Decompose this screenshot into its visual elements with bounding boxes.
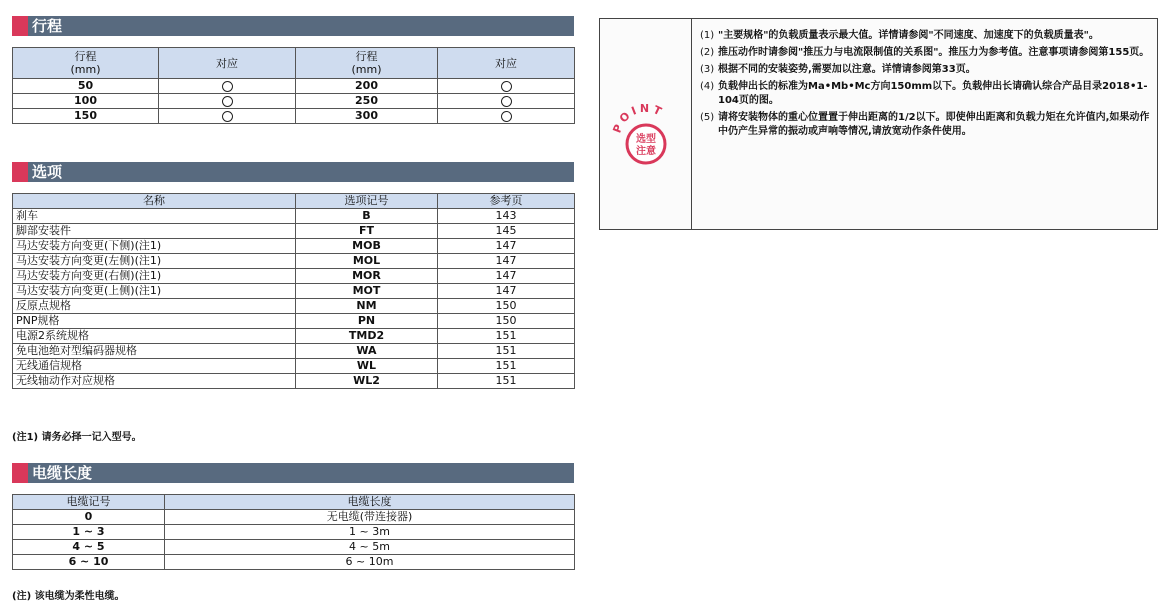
page-header: 参考页 xyxy=(438,194,575,209)
option-code: WL xyxy=(296,359,438,374)
table-row xyxy=(13,239,575,254)
stroke-section-header xyxy=(12,16,574,36)
list-item xyxy=(700,46,1150,60)
stroke-value: 250 xyxy=(296,94,438,109)
cable-code: 4 ~ 5 xyxy=(13,540,165,555)
point-notes-box xyxy=(599,18,1158,230)
option-page: 143 xyxy=(438,209,575,224)
option-code: WA xyxy=(296,344,438,359)
stroke-value: 50 xyxy=(13,79,159,94)
cable-code-header: 电缆记号 xyxy=(13,495,165,510)
cable-length: 6 ~ 10m xyxy=(165,555,575,570)
option-name: 马达安装方向变更(右侧)(注1) xyxy=(13,269,296,284)
list-item xyxy=(700,80,1150,108)
table-row xyxy=(13,555,575,570)
note-number: (1) xyxy=(700,30,715,41)
list-item xyxy=(700,29,1150,43)
option-page: 147 xyxy=(438,254,575,269)
note-number: (4) xyxy=(700,81,715,92)
option-page: 151 xyxy=(438,344,575,359)
option-name: 刹车 xyxy=(13,209,296,224)
option-page: 147 xyxy=(438,269,575,284)
stroke-header: 行程 (mm) xyxy=(296,48,438,79)
stroke-section-title: 行程 xyxy=(32,17,63,35)
option-name: 马达安装方向变更(上侧)(注1) xyxy=(13,284,296,299)
stroke-value: 150 xyxy=(13,109,159,124)
list-item xyxy=(700,111,1150,139)
table-row xyxy=(13,254,575,269)
cable-section-header xyxy=(12,463,574,483)
option-page: 150 xyxy=(438,299,575,314)
support-header: 对应 xyxy=(159,48,296,79)
option-name: 脚部安装件 xyxy=(13,224,296,239)
name-header: 名称 xyxy=(13,194,296,209)
note-text: 根据不同的安装姿势,需要加以注意。详情请参阅第33页。 xyxy=(718,64,976,75)
note-number: (2) xyxy=(700,47,715,58)
stroke-value: 300 xyxy=(296,109,438,124)
table-row xyxy=(13,79,575,94)
option-page: 147 xyxy=(438,239,575,254)
note-number: (5) xyxy=(700,112,715,123)
stroke-header: 行程 (mm) xyxy=(13,48,159,79)
badge-text-2: 注意 xyxy=(636,146,656,157)
option-name: 马达安装方向变更(下侧)(注1) xyxy=(13,239,296,254)
table-row xyxy=(13,510,575,525)
option-code: WL2 xyxy=(296,374,438,389)
table-row xyxy=(13,299,575,314)
option-name: 免电池绝对型编码器规格 xyxy=(13,344,296,359)
options-section-title: 选项 xyxy=(32,163,63,181)
stroke-value: 100 xyxy=(13,94,159,109)
section-marker xyxy=(12,16,28,36)
cable-length: 4 ~ 5m xyxy=(165,540,575,555)
cable-note: (注) 该电缆为柔性电缆。 xyxy=(12,591,125,602)
table-row xyxy=(13,540,575,555)
table-row xyxy=(13,344,575,359)
cable-code: 1 ~ 3 xyxy=(13,525,165,540)
option-page: 151 xyxy=(438,359,575,374)
note-text: 请将安装物体的重心位置置于伸出距离的1/2以下。即使伸出距离和负载力矩在允许值内,如果动作中仍产生异常的振动或声响等情况,请放宽动作条件使用。 xyxy=(718,112,1150,137)
option-name: 马达安装方向变更(左侧)(注1) xyxy=(13,254,296,269)
option-code: MOL xyxy=(296,254,438,269)
circle-icon xyxy=(501,96,512,107)
option-code: PN xyxy=(296,314,438,329)
table-row xyxy=(13,94,575,109)
stroke-table xyxy=(12,47,575,124)
options-section-header xyxy=(12,162,574,182)
cable-code: 0 xyxy=(13,510,165,525)
section-marker xyxy=(12,162,28,182)
table-row xyxy=(13,284,575,299)
option-name: 电源2系统规格 xyxy=(13,329,296,344)
option-code: FT xyxy=(296,224,438,239)
cable-section-title: 电缆长度 xyxy=(32,464,93,482)
note-number: (3) xyxy=(700,64,715,75)
table-row xyxy=(13,109,575,124)
point-badge-icon xyxy=(610,98,682,168)
option-code: MOB xyxy=(296,239,438,254)
table-row xyxy=(13,329,575,344)
cable-length-header: 电缆长度 xyxy=(165,495,575,510)
circle-icon xyxy=(501,111,512,122)
cable-code: 6 ~ 10 xyxy=(13,555,165,570)
table-row xyxy=(13,314,575,329)
cable-length: 1 ~ 3m xyxy=(165,525,575,540)
table-row xyxy=(13,374,575,389)
option-page: 151 xyxy=(438,374,575,389)
circle-icon xyxy=(222,81,233,92)
options-note: (注1) 请务必择一记入型号。 xyxy=(12,432,142,443)
list-item xyxy=(700,63,1150,77)
note-text: 推压动作时请参阅"推压力与电流限制值的关系图"。推压力为参考值。注意事项请参阅第155页。 xyxy=(718,47,1150,58)
option-name: 无线通信规格 xyxy=(13,359,296,374)
section-marker xyxy=(12,463,28,483)
circle-icon xyxy=(222,96,233,107)
code-header: 选项记号 xyxy=(296,194,438,209)
note-text: 负载伸出长的标准为Ma•Mb•Mc方向150mm以下。负载伸出长请确认综合产品目录2018•1-104页的图。 xyxy=(718,81,1148,106)
option-page: 151 xyxy=(438,329,575,344)
option-code: NM xyxy=(296,299,438,314)
badge-text-1: 选型 xyxy=(636,134,656,145)
cable-length: 无电缆(带连接器) xyxy=(165,510,575,525)
option-name: 反原点规格 xyxy=(13,299,296,314)
stroke-value: 200 xyxy=(296,79,438,94)
note-text: "主要规格"的负载质量表示最大值。详情请参阅"不同速度、加速度下的负载质量表"。 xyxy=(718,30,1099,41)
option-name: 无线轴动作对应规格 xyxy=(13,374,296,389)
circle-icon xyxy=(222,111,233,122)
option-name: PNP规格 xyxy=(13,314,296,329)
option-code: MOT xyxy=(296,284,438,299)
table-row xyxy=(13,525,575,540)
option-page: 150 xyxy=(438,314,575,329)
option-code: TMD2 xyxy=(296,329,438,344)
option-page: 145 xyxy=(438,224,575,239)
table-row xyxy=(13,359,575,374)
cable-table xyxy=(12,494,575,570)
point-word: POINT xyxy=(610,101,667,135)
options-table xyxy=(12,193,575,389)
point-notes-list xyxy=(700,29,1150,142)
option-page: 147 xyxy=(438,284,575,299)
table-row xyxy=(13,209,575,224)
table-row xyxy=(13,224,575,239)
support-header: 对应 xyxy=(438,48,575,79)
option-code: MOR xyxy=(296,269,438,284)
circle-icon xyxy=(501,81,512,92)
table-row xyxy=(13,269,575,284)
option-code: B xyxy=(296,209,438,224)
